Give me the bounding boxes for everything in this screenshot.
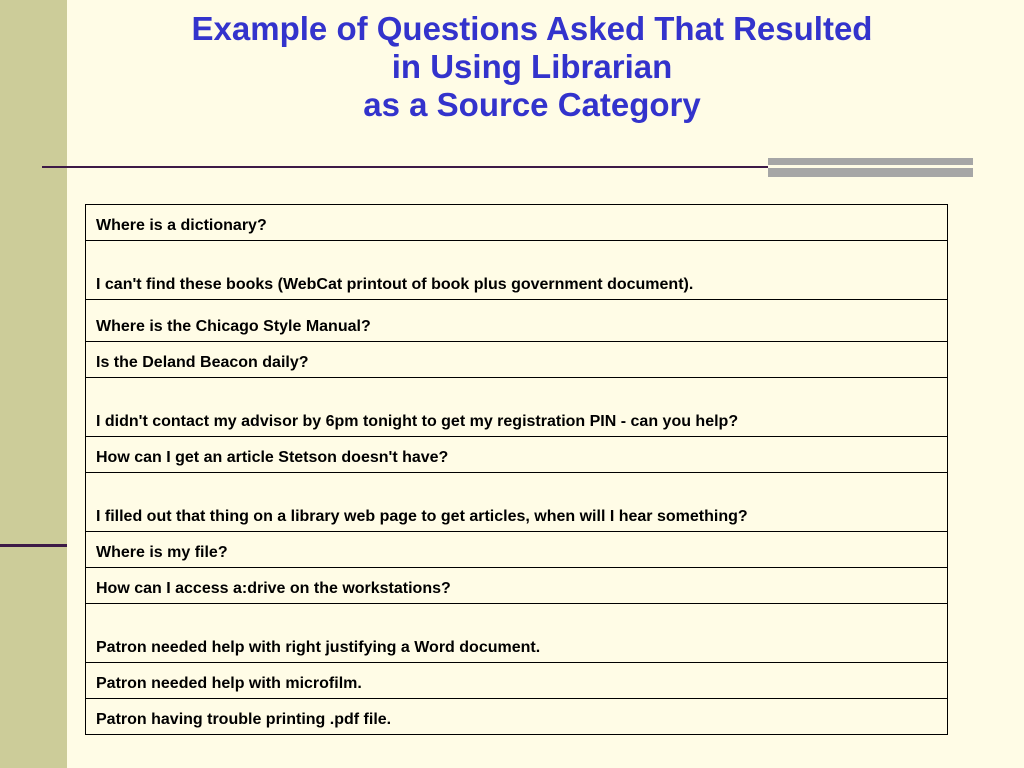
question-cell: How can I access a:drive on the workstations? bbox=[86, 568, 948, 604]
table-row bbox=[86, 473, 948, 532]
title-divider-accent-bar bbox=[768, 158, 973, 177]
left-band-rule bbox=[0, 544, 67, 547]
question-cell: I filled out that thing on a library web page to get articles, when will I hear something? bbox=[86, 473, 948, 532]
table-row bbox=[86, 532, 948, 568]
left-decorative-band bbox=[0, 0, 67, 768]
table-row bbox=[86, 241, 948, 300]
question-cell: Is the Deland Beacon daily? bbox=[86, 342, 948, 378]
table-row bbox=[86, 300, 948, 342]
questions-table bbox=[85, 204, 948, 735]
question-cell: How can I get an article Stetson doesn't have? bbox=[86, 437, 948, 473]
table-row bbox=[86, 437, 948, 473]
table-row bbox=[86, 699, 948, 735]
question-cell: Where is the Chicago Style Manual? bbox=[86, 300, 948, 342]
question-cell: Patron needed help with right justifying a Word document. bbox=[86, 604, 948, 663]
title-divider-line bbox=[42, 166, 772, 168]
question-cell: Patron having trouble printing .pdf file. bbox=[86, 699, 948, 735]
title-line-2: in Using Librarian bbox=[391, 48, 673, 85]
question-cell: Where is a dictionary? bbox=[86, 205, 948, 241]
question-cell: Patron needed help with microfilm. bbox=[86, 663, 948, 699]
table-row bbox=[86, 342, 948, 378]
question-cell: Where is my file? bbox=[86, 532, 948, 568]
title-line-1: Example of Questions Asked That Resulted bbox=[191, 10, 873, 47]
table-row bbox=[86, 378, 948, 437]
title-line-3: as a Source Category bbox=[363, 86, 701, 123]
table-row bbox=[86, 568, 948, 604]
table-row bbox=[86, 205, 948, 241]
table-row bbox=[86, 604, 948, 663]
question-cell: I didn't contact my advisor by 6pm tonight to get my registration PIN - can you help? bbox=[86, 378, 948, 437]
table-row bbox=[86, 663, 948, 699]
slide-title bbox=[67, 10, 997, 124]
question-cell: I can't find these books (WebCat printout of book plus government document). bbox=[86, 241, 948, 300]
